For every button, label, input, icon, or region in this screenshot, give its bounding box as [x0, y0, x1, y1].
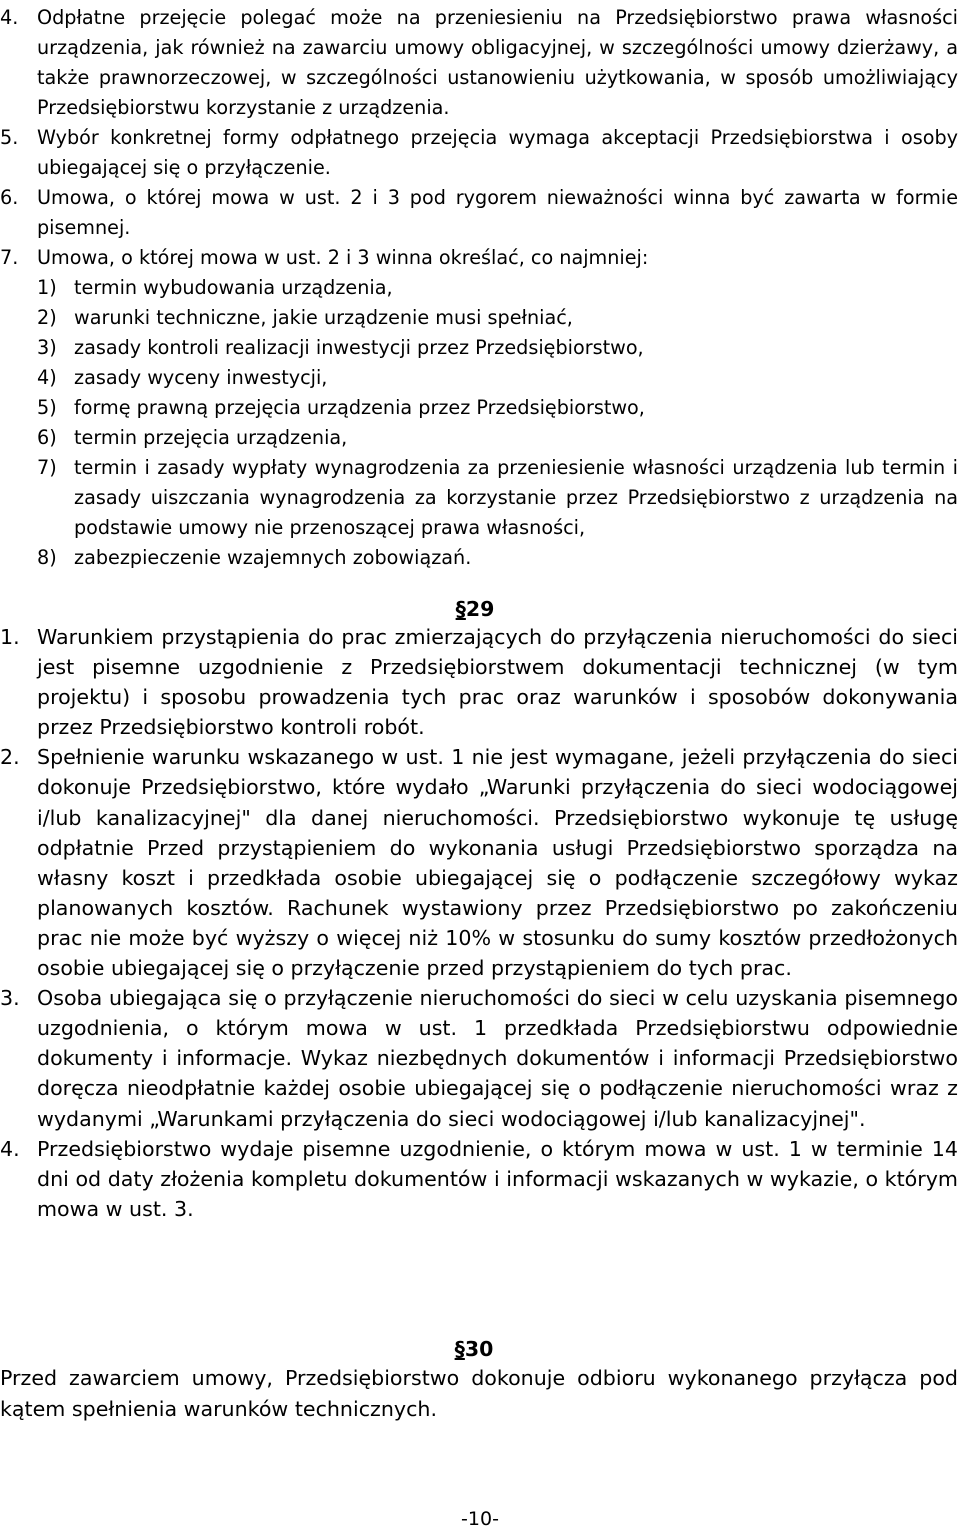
sub-list-item	[0, 453, 958, 543]
list-item	[0, 742, 958, 983]
item-number: 1.	[0, 625, 20, 649]
list-item	[0, 183, 958, 243]
section-number: 29	[465, 597, 495, 621]
list-item	[0, 622, 958, 742]
item-text: Spełnienie warunku wskazanego w ust. 1 nie jest wymagane, jeżeli przyłączenia do sieci dokonuje Przedsiębiorstwo, które wydało „Warunki przyłączenia do sieci wodociągowej i/lub kanalizacyjnej" dla danej nieruchomości. Przedsiębiorstwo wykonuje tę usługę odpłatnie Przed przystąpieniem do wykonania usługi Przedsiębiorstwo sporządza na własny koszt i przedkłada osobie ubiegającej się o podłączenie szczegółowy wykaz planowanych kosztów. Rachunek wystawiony przez Przedsiębiorstwo po zakończeniu prac nie może być wyższy o więcej niż 10% w stosunku do sumy kosztów przedłożonych osobie ubiegającej się o przyłączenie przed przystąpieniem do tych prac.	[37, 745, 958, 981]
item-text: Wybór konkretnej formy odpłatnego przejęcia wymaga akceptacji Przedsiębiorstwa i osoby ubiegającej się o przyłączenie.	[37, 126, 958, 179]
sub-item-number: 3)	[37, 336, 57, 359]
item-text: Umowa, o której mowa w ust. 2 i 3 winna określać, co najmniej:	[37, 246, 649, 269]
section-mark: §	[455, 597, 466, 621]
item-number: 2.	[0, 745, 20, 770]
sub-item-text: termin przejęcia urządzenia,	[74, 426, 348, 449]
sub-item-number: 5)	[37, 396, 57, 419]
sub-item-text: zasady kontroli realizacji inwestycji przez Przedsiębiorstwo,	[74, 336, 644, 359]
sub-item-number: 6)	[37, 426, 57, 449]
sub-list-item	[0, 303, 958, 333]
list-item	[0, 123, 958, 183]
sub-item-text: termin wybudowania urządzenia,	[74, 276, 393, 299]
sub-list-item	[0, 363, 958, 393]
item-number: 4.	[0, 6, 19, 29]
sub-item-number: 2)	[37, 306, 57, 329]
list-item	[0, 3, 958, 123]
section-30-body: Przed zawarciem umowy, Przedsiębiorstwo dokonuje odbioru wykonanego przyłącza pod kątem spełnienia warunków technicznych.	[0, 1366, 958, 1421]
sub-list-item	[0, 543, 958, 573]
sub-item-number: 1)	[37, 276, 57, 299]
item-text: Warunkiem przystąpienia do prac zmierzających do przyłączenia nieruchomości do sieci jest pisemne uzgodnienie z Przedsiębiorstwem dokumentacji technicznej (w tym projektu) i sposobu prowadzenia tych prac oraz warunków i sposobów dokonywania przez Przedsiębiorstwo kontroli robót.	[37, 625, 958, 740]
item-text: Umowa, o której mowa w ust. 2 i 3 pod rygorem nieważności winna być zawarta w formie pisemnej.	[37, 186, 958, 239]
item-number: 6.	[0, 186, 19, 209]
sub-item-number: 8)	[37, 546, 57, 569]
sub-item-text: zabezpieczenie wzajemnych zobowiązań.	[74, 546, 472, 569]
sub-item-text: termin i zasady wypłaty wynagrodzenia za przeniesienie własności urządzenia lub termin i zasady uiszczania wynagrodzenia za korzystanie przez Przedsiębiorstwo z urządzenia na podstawie umowy nie przenoszącej prawa własności,	[74, 456, 958, 539]
item-number: 5.	[0, 126, 19, 149]
section-29-body	[0, 622, 958, 1224]
list-item	[0, 1134, 958, 1224]
section-mark: §	[454, 1337, 465, 1361]
item-number: 7.	[0, 246, 19, 269]
list-item	[0, 243, 958, 273]
sub-list-item	[0, 333, 958, 363]
list-item	[0, 983, 958, 1133]
sub-item-text: zasady wyceny inwestycji,	[74, 366, 328, 389]
section-29-heading	[0, 594, 955, 624]
page-number: -10-	[461, 1508, 499, 1530]
sub-list-item	[0, 393, 958, 423]
item-text: Przedsiębiorstwo wydaje pisemne uzgodnienie, o którym mowa w ust. 1 w terminie 14 dni od daty złożenia kompletu dokumentów i informacji wskazanych w wykazie, o którym mowa w ust. 3.	[37, 1136, 958, 1221]
item-text: Osoba ubiegająca się o przyłączenie nieruchomości do sieci w celu uzyskania pisemnego uzgodnienia, o którym mowa w ust. 1 przedkłada Przedsiębiorstwu odpowiednie dokumenty i informacje. Wykaz niezbędnych dokumentów i informacji Przedsiębiorstwo doręcza nieodpłatnie każdej osobie ubiegającej się o podłączenie nieruchomości wraz z wydanymi „Warunkami przyłączenia do sieci wodociągowej i/lub kanalizacyjnej".	[37, 986, 958, 1131]
section-number: 30	[464, 1337, 494, 1361]
sub-item-number: 4)	[37, 366, 57, 389]
sub-item-number: 7)	[37, 456, 57, 479]
section-30-heading	[0, 1334, 954, 1364]
top-section	[0, 3, 958, 573]
sub-item-text: warunki techniczne, jakie urządzenie musi spełniać,	[74, 306, 573, 329]
sub-list-item	[0, 273, 958, 303]
item-text: Odpłatne przejęcie polegać może na przeniesieniu na Przedsiębiorstwo prawa własności urządzenia, jak również na zawarciu umowy obligacyjnej, w szczególności umowy dzierżawy, a także prawnorzeczowej, w szczególności ustanowieniu użytkowania, w sposób umożliwiający Przedsiębiorstwu korzystanie z urządzenia.	[37, 6, 958, 119]
sub-list-item	[0, 423, 958, 453]
item-number: 4.	[0, 1136, 20, 1161]
sub-item-text: formę prawną przejęcia urządzenia przez Przedsiębiorstwo,	[74, 396, 645, 419]
item-number: 3.	[0, 986, 20, 1011]
